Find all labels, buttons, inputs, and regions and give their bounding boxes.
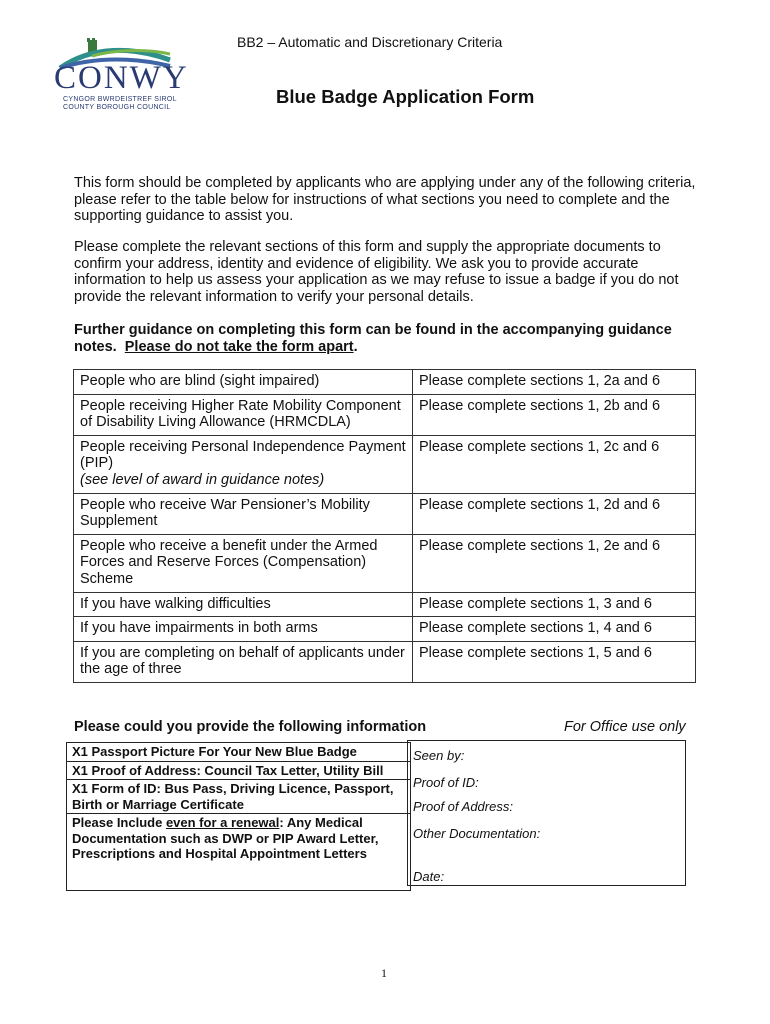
criteria-note: (see level of award in guidance notes) <box>80 471 325 488</box>
renewal-text: even for a renewal <box>165 815 280 830</box>
criteria-who: People who are blind (sight impaired) <box>80 373 320 389</box>
proof-of-id-field[interactable]: Proof of ID: <box>413 775 479 790</box>
criteria-cell <box>74 435 413 493</box>
conwy-logo <box>52 38 192 114</box>
proof-of-address-field[interactable]: Proof of Address: <box>413 799 513 814</box>
document-item <box>67 814 410 863</box>
office-use-label: For Office use only <box>564 719 686 735</box>
table-row <box>74 394 696 435</box>
required-documents-box <box>66 742 411 891</box>
sections-cell: Please complete sections 1, 3 and 6 <box>413 592 696 617</box>
document-item: X1 Form of ID: Bus Pass, Driving Licence, Passport, Birth or Marriage Certificate <box>67 780 410 814</box>
sections-cell: Please complete sections 1, 2e and 6 <box>413 534 696 592</box>
sections-cell: Please complete sections 1, 5 and 6 <box>413 641 696 682</box>
seen-by-field[interactable]: Seen by: <box>413 748 465 763</box>
provide-heading: Please could you provide the following information <box>74 719 427 735</box>
sections-cell: Please complete sections 1, 2d and 6 <box>413 493 696 534</box>
criteria-table <box>73 369 696 683</box>
document-item: X1 Proof of Address: Council Tax Letter, Utility Bill <box>67 762 410 781</box>
criteria-who: If you are completing on behalf of applicants under the age of three <box>80 644 405 678</box>
guidance-period: . <box>353 338 358 355</box>
include-text: Please Include <box>72 815 166 830</box>
guidance-warning: Please do not take the form apart <box>124 338 354 355</box>
table-row <box>74 370 696 395</box>
criteria-who: If you have impairments in both arms <box>80 620 318 637</box>
office-use-box <box>407 740 686 886</box>
logo-line-english: COUNTY BOROUGH COUNCIL <box>63 104 171 111</box>
date-field[interactable]: Date: <box>413 869 445 884</box>
page-title: Blue Badge Application Form <box>276 86 535 107</box>
logo-wordmark: CONWY <box>54 60 189 96</box>
criteria-cell <box>74 493 413 534</box>
criteria-cell <box>74 592 413 617</box>
criteria-cell <box>74 617 413 642</box>
guidance-text: Further guidance on completing this form can be found in the accompanying guidance notes. <box>74 322 672 355</box>
other-documentation-field[interactable]: Other Documentation: <box>413 826 541 841</box>
table-row <box>74 641 696 682</box>
table-row <box>74 435 696 493</box>
criteria-who: People who receive War Pensioner’s Mobility Supplement <box>80 496 370 530</box>
sections-cell: Please complete sections 1, 2b and 6 <box>413 394 696 435</box>
intro-paragraph-2: Please complete the relevant sections of this form and supply the appropriate documents to confirm your address, identity and evidence of eligibility. We ask you to provide accurate information to help us assess your application as we may refuse to issue a badge if you do not provide the relevant information to verify your personal details. <box>74 239 679 305</box>
guidance-paragraph <box>74 322 702 355</box>
document-header: BB2 – Automatic and Discretionary Criteria <box>237 34 503 50</box>
criteria-cell <box>74 370 413 395</box>
criteria-cell <box>74 641 413 682</box>
criteria-who: People receiving Personal Independence Payment (PIP) <box>80 438 406 472</box>
table-row <box>74 534 696 592</box>
criteria-cell <box>74 394 413 435</box>
document-item: X1 Passport Picture For Your New Blue Badge <box>67 743 410 762</box>
page-number: 1 <box>381 966 387 980</box>
criteria-who: If you have walking difficulties <box>80 595 271 612</box>
table-row <box>74 592 696 617</box>
table-row <box>74 493 696 534</box>
table-row <box>74 617 696 642</box>
intro-paragraph-1: This form should be completed by applicants who are applying under any of the following criteria, please refer to the table below for instructions of what sections you need to complete and the supporting guidance to assist you. <box>74 175 696 225</box>
sections-cell: Please complete sections 1, 2c and 6 <box>413 435 696 493</box>
sections-cell: Please complete sections 1, 2a and 6 <box>413 370 696 395</box>
criteria-who: People who receive a benefit under the Armed Forces and Reserve Forces (Compensation) Scheme <box>80 537 378 587</box>
criteria-who: People receiving Higher Rate Mobility Component of Disability Living Allowance (HRMCDLA) <box>80 397 401 431</box>
criteria-cell <box>74 534 413 592</box>
logo-line-welsh: CYNGOR BWRDEISTREF SIROL <box>63 96 177 103</box>
medical-docs-text: : Any Medical Documentation such as DWP or PIP Award Letter, Prescriptions and Hospital Appointment Letters <box>72 815 379 861</box>
sections-cell: Please complete sections 1, 4 and 6 <box>413 617 696 642</box>
